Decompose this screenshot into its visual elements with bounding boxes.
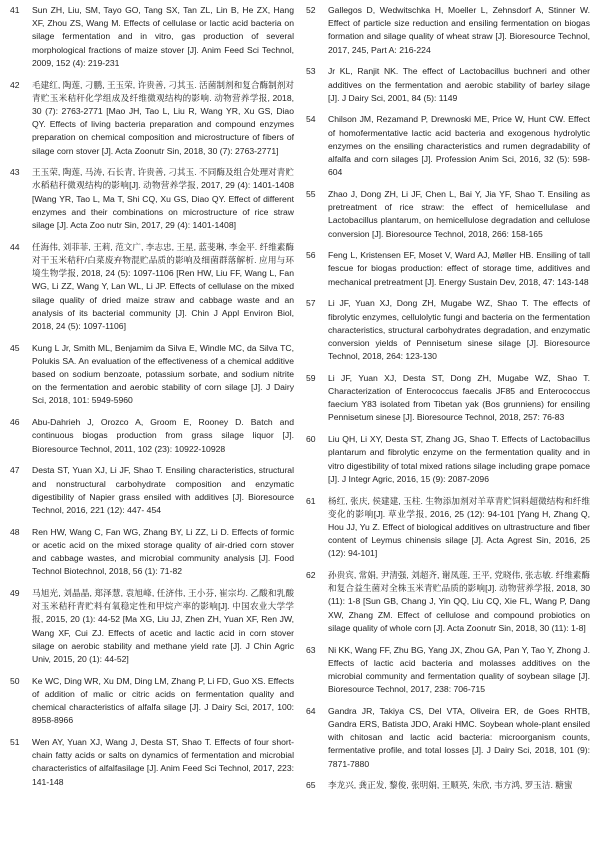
reference-text: Jr KL, Ranjit NK. The effect of Lactobacillus buchneri and other additives on the fermentation and aerobic stability of barley silage [J]. J Dairy Sci, 2001, 84 (5): 1149 <box>328 66 590 103</box>
reference-number: 55 <box>306 188 316 199</box>
reference-number: 61 <box>306 495 316 506</box>
reference-number: 52 <box>306 5 316 15</box>
reference-number: 59 <box>306 372 316 383</box>
reference-text: Kung L Jr, Smith ML, Benjamim da Silva E, Windle MC, da Silva TC, Polukis SA. An evaluation of the effectiveness of a chemical additive based on sodium benzoate, potassium sorbate, and sodium nitrite on the fermentation and aerobic stability of corn silage [J]. J Dairy Sci, 2018, 101: 5949-5960 <box>32 342 294 406</box>
reference-item <box>10 416 294 456</box>
reference-item <box>306 188 590 241</box>
reference-number: 45 <box>10 342 20 353</box>
reference-text: 任海伟, 刘菲菲, 王莉, 范文广, 李志忠, 王星, 蓝斐琳, 李金平. 纤维素酶对干玉米秸秆/白菜废弃物混贮品质的影响及细菌群落解析. 应用与环境生物学报, 2018, 24 (5): 1097-1106 [Ren HW, Liu FF, Wang L, Fan WG, Li ZZ, Wang Y, Lan WL, Li JP. Effects of cellulase on the mixed silage quality of dried maize straw and cabbage waste and an analysis of its bacterial community [J]. Chin J Appl Environ Biol, 2018, 24 (5): 1097-1106] <box>32 241 294 331</box>
reference-number: 65 <box>306 780 316 791</box>
reference-text: Abu-Dahrieh J, Orozco A, Groom E, Rooney D. Batch and continuous biogas production from grass silage liquor [J]. Bioresource Technol, 2011, 102 (23): 10922-10928 <box>32 417 294 454</box>
reference-item <box>306 433 590 486</box>
reference-number: 48 <box>10 526 20 537</box>
reference-text: 王玉荣, 陶莲, 马涛, 石长青, 许贵善, 刁其玉. 不同酶及组合处理对青贮水稻秸秆微观结构的影响[J]. 动物营养学报, 2017, 29 (4): 1401-1408 [Wang YR, Tao L, Ma T, Shi CQ, Xu GS, Diao QY. Effect of different enzymes and their combinations on microstructure of rice straw silage [J]. Acta Zoo nutr Sin, 2017, 29 (4): 1401-1408] <box>32 167 294 231</box>
reference-number: 50 <box>10 675 20 686</box>
reference-text: Ke WC, Ding WR, Xu DM, Ding LM, Zhang P, Li FD, Guo XS. Effects of addition of malic or citric acids on fermentation quality and chemical characteristics of alfalfa silage [J]. J Dairy Sci, 2017, 100: 8958-8966 <box>32 675 294 726</box>
reference-number: 44 <box>10 241 20 252</box>
reference-item <box>306 779 590 792</box>
reference-text: Chilson JM, Rezamand P, Drewnoski ME, Price W, Hunt CW. Effect of homofermentative lactic acid bacteria and exogenous hydrolytic enzymes on the ensiling characteristics and rumen degradability of alfalfa and corn silages [J]. Profession Anim Sci, 2016, 32 (5): 598-604 <box>328 114 590 178</box>
reference-number: 43 <box>10 167 20 178</box>
reference-number: 49 <box>10 587 20 598</box>
reference-item <box>10 241 294 333</box>
reference-text: Sun ZH, Liu, SM, Tayo GO, Tang SX, Tan ZL, Lin B, He ZX, Hang XF, Zhou ZS, Wang M. Effects of cellulase or lactic acid bacteria on silage fermentation and in vitro, gas production of several morphological fractions of maize stover [J]. Anim Feed Sci Technol, 2009, 152 (4): 219-231 <box>32 5 294 68</box>
reference-number: 53 <box>306 66 316 77</box>
reference-item <box>10 587 294 666</box>
reference-number: 63 <box>306 644 316 655</box>
reference-number: 57 <box>306 298 316 309</box>
reference-number: 60 <box>306 434 316 445</box>
reference-item <box>10 166 294 232</box>
reference-number: 42 <box>10 79 20 90</box>
reference-text: Ren HW, Wang C, Fan WG, Zhang BY, Li ZZ, Li D. Effects of formic or acetic acid on the mixed storage quality of air-dried corn stover and cabbage wastes, and microbial community analysis [J]. Food Technol Biotechnol, 2018, 56 (1): 71-82 <box>32 526 294 577</box>
reference-item <box>10 342 294 408</box>
reference-text: 孙贵宾, 常娟, 尹清强, 刘超齐, 谢凤莲, 王平, 党晓伟, 张志敏. 纤维素酶和复合益生菌对全株玉米青贮品质的影响[J]. 动物营养学报, 2018, 30 (11): 1-8 [Sun GB, Chang J, Yin QQ, Liu CQ, Xie FL, Wang P, Dang XW, Zhang ZM. Effect of cellulose and compound probiotics on silage quality of whole corn [J]. Acta Zoonutr Sin, 2018, 30 (11): 1-8] <box>328 570 590 633</box>
reference-item <box>306 644 590 697</box>
reference-text: Li JF, Yuan XJ, Dong ZH, Mugabe WZ, Shao T. The effects of fibrolytic enzymes, cellulolytic fungi and bacteria on the fermentation characteristics, structural carbohydrates degradation, and enzymatic conversion yields of Pennisetum sinese silage [J]. Bioresource Technol, 2018, 264: 123-130 <box>328 298 590 362</box>
reference-text: Feng L, Kristensen EF, Moset V, Ward AJ, Møller HB. Ensiling of tall fescue for biogas production: effect of storage time, additives and mechanical pretreatment [J]. Energy Sustain Dev, 2018, 47: 143-148 <box>328 250 590 287</box>
reference-item <box>306 249 590 289</box>
reference-text: 毛建红, 陶莲, 刁鹏, 王玉荣, 许贵善, 刁其玉. 活菌制剂和复合酶制剂对青贮玉米秸秆化学组成及纤维微观结构的影响. 动物营养学报, 2018, 30 (7): 2763-2771 [Mao JH, Tao L, Liu R, Wang YR, Xu GS, Diao QY. Effects of living bacteria preparation and compound enzymes preparation on chemical composition and microstructure of fibers of silage corn stover [J]. Acta Zoonutr Sin, 2018, 30 (7): 2763-2771] <box>32 79 294 156</box>
reference-number: 51 <box>10 736 20 747</box>
reference-item <box>306 495 590 561</box>
reference-item <box>306 297 590 363</box>
left-column <box>10 4 294 801</box>
reference-text: Desta ST, Yuan XJ, Li JF, Shao T. Ensiling characteristics, structural and nonstructural carbohydrate composition and enzymatic digestibility of Napier grass ensiled with additives [J]. Bioresource Technol, 2016, 221 (12): 447- 454 <box>32 465 294 515</box>
reference-item <box>10 526 294 579</box>
reference-text: Gandra JR, Takiya CS, Del VTA, Oliveira ER, de Goes RHTB, Gandra ERS, Batista JDO, Araki HMC. Soybean whole-plant ensiled with chitosan and lactic acid bacteria: microorganism counts, fermentative profile, and total losses [J]. J Dairy Sci, 2018, 101 (9): 7871-7880 <box>328 705 590 769</box>
reference-item <box>306 113 590 179</box>
reference-item <box>10 464 294 517</box>
reference-text: 李龙兴, 龚正发, 黎俊, 张明娟, 王顺英, 朱欣, 韦方鸿, 罗玉洁. 糖蜜 <box>328 780 573 791</box>
reference-item <box>306 372 590 425</box>
reference-text: 杨红, 张庆, 侯建建, 玉柱. 生物添加剂对羊草青贮饲料超微结构和纤维变化的影响[J]. 草业学报, 2016, 25 (12): 94-101 [Yang H, Zhang Q, Hou JJ, Yu Z. Effect of biological additives on ultrastructure and fiber content of Leymus chinensis silage [J]. Acta Agrest Sin, 2016, 25 (12): 94-101] <box>328 495 590 559</box>
reference-text: Liu QH, Li XY, Desta ST, Zhang JG, Shao T. Effects of Lactobacillus plantarum and fibrolytic enzyme on the fermentation quality and in vitro digestibility of total mixed rations silage including grape pomace [J]. J Integr Agric, 2016, 15 (9): 2087-2096 <box>328 434 590 484</box>
reference-columns <box>10 4 590 801</box>
reference-item <box>306 65 590 105</box>
reference-text: Wen AY, Yuan XJ, Wang J, Desta ST, Shao T. Effects of four short-chain fatty acids or salts on dynamics of fermentation and microbial characteristics of alfalfasilage [J]. Anim Feed Sci Technol, 2017, 223: 141-148 <box>32 736 294 787</box>
reference-text: Gallegos D, Wedwitschka H, Moeller L, Zehnsdorf A, Stinner W. Effect of particle size reduction and ensiling fermentation on biogas formation and silage quality of wheat straw [J]. Bioresource Technol, 2017, 245, Part A: 216-224 <box>328 5 590 55</box>
reference-number: 41 <box>10 5 20 15</box>
reference-number: 54 <box>306 114 316 125</box>
reference-item <box>306 4 590 57</box>
reference-item <box>306 705 590 771</box>
reference-text: Ni KK, Wang FF, Zhu BG, Yang JX, Zhou GA, Pan Y, Tao Y, Zhong J. Effects of lactic acid bacteria and molasses additives on the microbial community and fermentation quality of soybean silage [J]. Bioresource Technol, 2017, 238: 706-715 <box>328 644 590 695</box>
reference-number: 56 <box>306 250 316 261</box>
reference-number: 47 <box>10 465 20 476</box>
reference-text: Zhao J, Dong ZH, Li JF, Chen L, Bai Y, Jia YF, Shao T. Ensiling as pretreatment of rice straw: the effect of hemicellulase and Lactobacillus plantarum, on hemicellulose degradation and cellulose conversion [J]. Bioresource Technol, 2018, 266: 158-165 <box>328 188 590 239</box>
reference-text: 马旭光, 刘晶晶, 郑泽慧, 袁旭峰, 任济伟, 王小芬, 崔宗均. 乙酸和乳酸对玉米秸秆青贮料有氧稳定性和甲烷产率的影响[J]. 中国农业大学学报, 2015, 20 (1): 44-52 [Ma XG, Liu JJ, Zhen ZH, Yuan XF, Ren JW, Wang XF, Cui ZJ. Effects of acetic and lactic acid in corn stover silage on aerobic stability and methane yield rate [J]. J Chin Agric Univ, 2015, 20 (1): 44-52] <box>32 587 294 664</box>
reference-number: 64 <box>306 705 316 716</box>
reference-item <box>10 675 294 728</box>
right-column <box>306 4 590 801</box>
reference-item <box>306 569 590 635</box>
reference-item <box>10 79 294 158</box>
reference-item <box>10 4 294 70</box>
reference-number: 46 <box>10 417 20 428</box>
reference-item <box>10 736 294 789</box>
reference-text: Li JF, Yuan XJ, Desta ST, Dong ZH, Mugabe WZ, Shao T. Characterization of Enterococcus faecalis JF85 and Enterococcus faecium Y83 isolated from Tibetan yak (Bos grunniens) for ensiling Pennisetum sinese [J]. Bioresource Technol, 2018, 257: 76-83 <box>328 372 590 423</box>
reference-number: 62 <box>306 570 316 581</box>
